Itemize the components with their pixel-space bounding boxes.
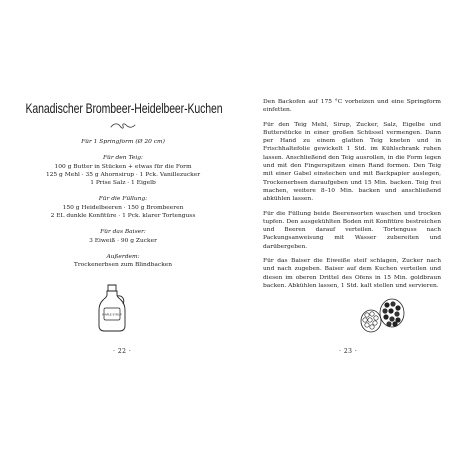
page-number-left: · 22 · — [113, 348, 132, 355]
page-number-right: · 23 · — [339, 348, 358, 355]
recipe-title: Kanadischer Brombeer-Heidelbeer-Kuchen — [25, 101, 223, 118]
meringue-heading: Für das Baiser: — [100, 229, 146, 236]
instruction-paragraph: Den Backofen auf 175 °C vorheizen und eine Springform einfetten. — [263, 99, 441, 114]
ingredient-line: Trockenerbsen zum Blindbacken — [73, 262, 173, 269]
extra-heading: Außerdem: — [106, 253, 140, 260]
filling-heading: Für die Füllung: — [98, 196, 148, 203]
ingredient-line: 1 Prise Salz · 1 Eigelb — [90, 180, 156, 187]
right-page — [225, 0, 450, 450]
instruction-paragraph: Für das Baiser die Eiweiße steif schlagen, Zucker nach und nach zugeben. Baiser auf dem Kuchen verteilen und diesen im oberen Drittel des Ofens in 15 Min. goldbraun backen. Abkühlen lassen, 1 Std. kalt stellen und servieren. — [263, 258, 441, 289]
maple-syrup-jar-icon — [95, 283, 129, 333]
blackberry-right-icon — [380, 299, 404, 327]
dough-heading: Für den Teig: — [102, 155, 144, 162]
ingredient-line: 100 g Butter in Stücken + etwas für die Form — [54, 163, 192, 170]
swirl-ornament-icon — [110, 122, 136, 131]
ingredient-line: 150 g Heidelbeeren · 150 g Brombeeren — [62, 204, 184, 211]
ingredient-line: 2 EL dunkle Konfitüre · 1 Pck. klarer Tortenguss — [50, 213, 196, 220]
ingredient-list — [28, 138, 218, 270]
ingredient-line: 125 g Mehl · 35 g Ahornsirup · 1 Pck. Vanillezucker — [45, 171, 201, 178]
instruction-paragraph: Für den Teig Mehl, Sirup, Zucker, Salz, Eigelbe und Butterstücke in einer großen Schüssel vermengen. Dann per Hand zu einem glatten Teig kneten und in Frischhaltefolie gewickelt 1 Std. im Kühlschrank ruhen lassen. Anschließend den Teig ausrollen, in die Form legen und mit den Fingerspitzen einen Rand formen. Den Teig mit einer Gabel einstechen und mit Backpapier auslegen, Trockenerbsen daraufgeben und 15 Min. backen. Teig frei machen, weitere 8–10 Min. backen und anschließend abkühlen lassen. — [263, 121, 441, 203]
berries-illustration-icon — [358, 293, 408, 338]
yield-line: Für 1 Springform (Ø 20 cm) — [81, 139, 165, 145]
blackberry-left-icon — [361, 310, 381, 332]
ingredient-line: 3 Eiweiß · 90 g Zucker — [89, 237, 157, 244]
instructions — [263, 98, 441, 296]
instruction-paragraph: Für die Füllung beide Beerensorten waschen und trocken tupfen. Den ausgekühlten Boden mit Konfitüre bestreichen und Beeren darauf verteilen. Tortenguss nach Packungsanweisung mit Wasser zubereiten und darübergeben. — [263, 210, 441, 250]
jar-label-text: MAPLE SYRUP — [102, 312, 122, 317]
